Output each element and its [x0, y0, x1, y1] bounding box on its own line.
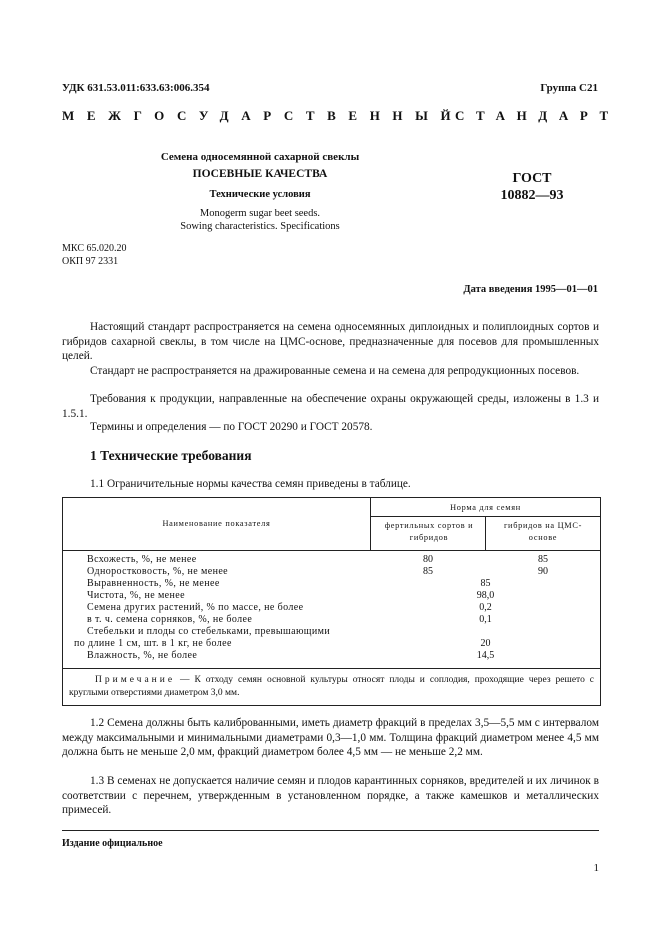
- table-row-stems: Стебельки и плоды со стебельками, превышающими: [87, 626, 331, 637]
- paragraph-1-2: 1.2 Семена должны быть калиброванными, иметь диаметр фракций в пределах 3,5—5,5 мм с интервалом между максимальными и минимальными диаметрами 0,3—1,0 мм. Толщина фракций диаметром менее 4,5 мм должна быть не меньше 2,0 мм, фракций диаметром более 4,5 мм — не меньше 2,2 мм.: [62, 717, 599, 758]
- title-line-1: Семена односемянной сахарной свеклы: [160, 151, 360, 163]
- okp-code: ОКП 97 2331: [62, 256, 119, 267]
- edition-label: Издание официальное: [62, 838, 163, 849]
- table-row-other-seeds: Семена других растений, % по массе, не более: [87, 602, 304, 613]
- table-row-germination: Всхожесть, %, не менее: [87, 554, 197, 565]
- title-line-2: ПОСЕВНЫЕ КАЧЕСТВА: [192, 168, 328, 180]
- mks-code: МКС 65.020.20: [62, 243, 127, 254]
- paragraph-1-3: 1.3 В семенах не допускается наличие семян и плодов карантинных сорняков, вредителей и их личинок в соответствии с перечнем, утвержденным в установленном порядке, а также камешков и металлических примесей.: [62, 775, 599, 816]
- cell-germination-hybrid: 85: [538, 554, 548, 565]
- cell-single-sprout-hybrid: 90: [538, 566, 548, 577]
- cell-uniformity: 85: [480, 578, 491, 589]
- table-divider: [63, 550, 600, 551]
- page-number: 1: [593, 862, 599, 874]
- title-line-3: Технические условия: [209, 189, 311, 200]
- cell-other-seeds: 0,2: [479, 602, 492, 613]
- table-divider: [370, 516, 600, 517]
- table-row-single-sprout: Одноростковость, %, не менее: [87, 566, 229, 577]
- table-divider: [485, 516, 486, 550]
- header-fertile: фертильных сортов и гибридов: [384, 521, 474, 542]
- table-note: [69, 674, 594, 700]
- table-divider: [63, 668, 600, 669]
- cell-moisture: 14,5: [476, 650, 495, 661]
- paragraph-environment: Требования к продукции, направленные на обеспечение охраны окружающей среды, изложены в 1.3 и 1.5.1.: [62, 393, 599, 420]
- section-title: 1 Технические требования: [90, 448, 252, 463]
- intro-date: Дата введения 1995—01—01: [463, 284, 598, 295]
- paragraph-1-1: 1.1 Ограничительные нормы качества семян приведены в таблице.: [90, 478, 411, 490]
- header-hybrid: гибридов на ЦМС-основе: [503, 521, 583, 542]
- cell-germination-fertile: 80: [423, 554, 433, 565]
- udk-code: УДК 631.53.011:633.63:006.354: [62, 82, 210, 94]
- table-row-purity: Чистота, %, не менее: [87, 590, 185, 601]
- table-row-weeds: в т. ч. семена сорняков, %, не более: [87, 614, 253, 625]
- header-indicator: Наименование показателя: [162, 519, 271, 528]
- quality-table: [62, 497, 601, 706]
- cell-single-sprout-fertile: 85: [423, 566, 433, 577]
- note-label: Примечание: [95, 675, 176, 685]
- interstate-heading: МЕЖГОСУДАРСТВЕННЫЙ: [62, 108, 464, 123]
- group-code: Группа С21: [540, 82, 598, 94]
- note-text: — К отходу семян основной культуры относят плоды и соплодия, проходящие через решето с круглыми отверстиями диаметром 3,0 мм.: [69, 675, 594, 698]
- paragraph-scope: Настоящий стандарт распространяется на семена односемянных диплоидных и полиплоидных сортов и гибридов сахарной свеклы, в том числе на ЦМС-основе, предназначенные для посевов для промышленных целей.: [62, 321, 599, 362]
- standard-heading: СТАНДАРТ: [455, 108, 620, 123]
- gost-label: ГОСТ: [512, 171, 552, 186]
- table-row-stems-continued: по длине 1 см, шт. в 1 кг, не более: [74, 638, 232, 649]
- gost-number: 10882—93: [500, 188, 564, 203]
- paragraph-exclusion: Стандарт не распространяется на дражированные семена и на семена для репродукционных посевов.: [90, 365, 580, 377]
- title-english-1: Monogerm sugar beet seeds.: [199, 208, 321, 219]
- cell-stems: 20: [480, 638, 491, 649]
- table-row-moisture: Влажность, %, не более: [87, 650, 198, 661]
- table-row-uniformity: Выравненность, %, не менее: [87, 578, 220, 589]
- cell-purity: 98,0: [476, 590, 495, 601]
- paragraph-terms: Термины и определения — по ГОСТ 20290 и ГОСТ 20578.: [90, 421, 373, 433]
- footer-rule: [62, 830, 599, 831]
- cell-weeds: 0,1: [479, 614, 492, 625]
- header-norm: Норма для семян: [450, 503, 521, 512]
- title-english-2: Sowing characteristics. Specifications: [180, 221, 340, 232]
